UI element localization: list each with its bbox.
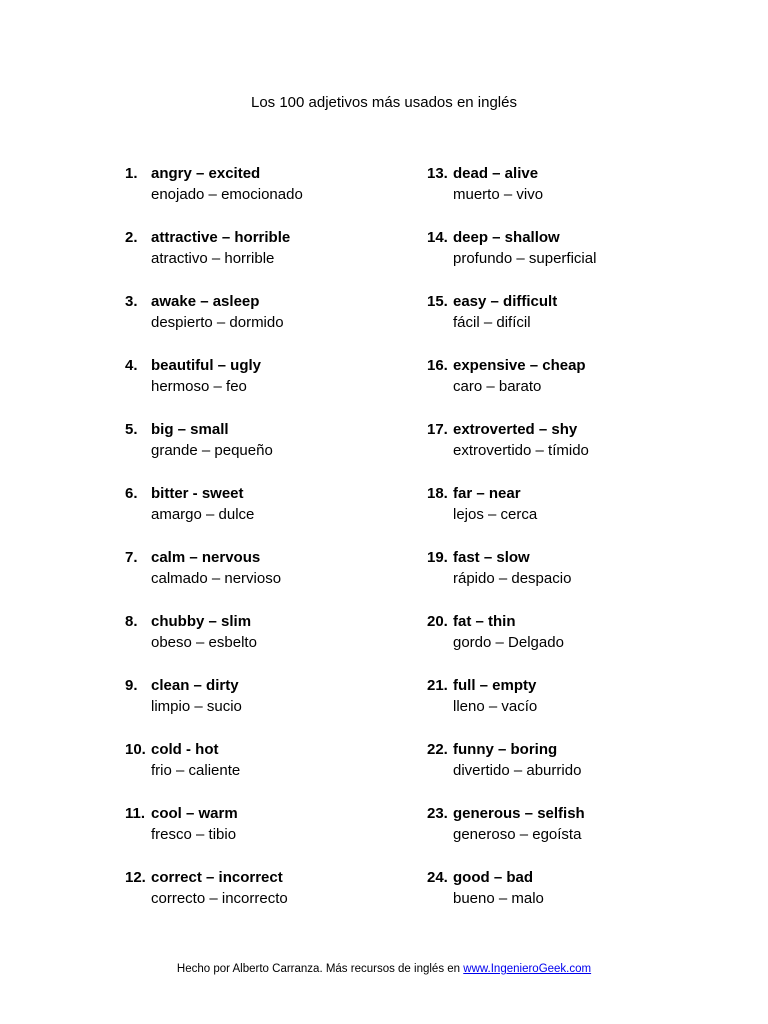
english-pair: generous – selfish — [453, 805, 585, 822]
item-number: 22. — [427, 741, 448, 758]
spanish-pair: lleno – vacío — [453, 698, 538, 715]
list-item — [125, 355, 445, 419]
item-number: 14. — [427, 229, 448, 246]
footer — [0, 961, 768, 977]
spanish-pair: caro – barato — [453, 378, 542, 395]
spanish-pair: extrovertido – tímido — [453, 442, 589, 459]
item-number: 13. — [427, 165, 448, 182]
item-number: 24. — [427, 869, 448, 886]
list-item — [125, 803, 445, 867]
english-pair: angry – excited — [151, 165, 261, 182]
list-item — [427, 803, 747, 867]
spanish-pair: enojado – emocionado — [151, 186, 303, 203]
right-column — [427, 163, 747, 931]
list-item — [427, 547, 747, 611]
english-pair: big – small — [151, 421, 229, 438]
spanish-pair: lejos – cerca — [453, 506, 538, 523]
list-item — [427, 483, 747, 547]
spanish-pair: limpio – sucio — [151, 698, 242, 715]
item-number: 7. — [125, 549, 138, 566]
item-number: 9. — [125, 677, 138, 694]
item-number: 8. — [125, 613, 138, 630]
english-pair: dead – alive — [453, 165, 539, 182]
item-number: 18. — [427, 485, 448, 502]
spanish-pair: frio – caliente — [151, 762, 241, 779]
list-item — [125, 419, 445, 483]
spanish-pair: fresco – tibio — [151, 826, 237, 843]
list-item — [427, 675, 747, 739]
english-pair: calm – nervous — [151, 549, 261, 566]
english-pair: easy – difficult — [453, 293, 558, 310]
list-item — [427, 163, 747, 227]
list-item — [427, 355, 747, 419]
list-item — [125, 163, 445, 227]
spanish-pair: rápido – despacio — [453, 570, 572, 587]
spanish-pair: generoso – egoísta — [453, 826, 582, 843]
item-number: 5. — [125, 421, 138, 438]
item-number: 3. — [125, 293, 138, 310]
list-item — [427, 739, 747, 803]
list-item — [125, 227, 445, 291]
list-item — [427, 227, 747, 291]
english-pair: full – empty — [453, 677, 537, 694]
spanish-pair: muerto – vivo — [453, 186, 544, 203]
english-pair: funny – boring — [453, 741, 558, 758]
spanish-pair: correcto – incorrecto — [151, 890, 288, 907]
item-number: 12. — [125, 869, 146, 886]
english-pair: cool – warm — [151, 805, 238, 822]
english-pair: extroverted – shy — [453, 421, 578, 438]
spanish-pair: fácil – difícil — [453, 314, 531, 331]
spanish-pair: calmado – nervioso — [151, 570, 282, 587]
item-number: 10. — [125, 741, 146, 758]
spanish-pair: profundo – superficial — [453, 250, 597, 267]
spanish-pair: amargo – dulce — [151, 506, 255, 523]
english-pair: awake – asleep — [151, 293, 260, 310]
item-number: 20. — [427, 613, 448, 630]
english-pair: beautiful – ugly — [151, 357, 262, 374]
item-number: 11. — [125, 805, 146, 822]
page-title: Los 100 adjetivos más usados en inglés — [250, 94, 517, 111]
item-number: 4. — [125, 357, 138, 374]
english-pair: chubby – slim — [151, 613, 252, 630]
english-pair: fast – slow — [453, 549, 530, 566]
list-item — [125, 867, 445, 931]
list-item — [125, 291, 445, 355]
english-pair: good – bad — [453, 869, 533, 886]
item-number: 2. — [125, 229, 138, 246]
english-pair: clean – dirty — [151, 677, 239, 694]
spanish-pair: atractivo – horrible — [151, 250, 275, 267]
english-pair: fat – thin — [453, 613, 516, 630]
list-item — [125, 675, 445, 739]
spanish-pair: hermoso – feo — [151, 378, 247, 395]
english-pair: correct – incorrect — [151, 869, 283, 886]
item-number: 19. — [427, 549, 448, 566]
list-item — [427, 867, 747, 931]
english-pair: deep – shallow — [453, 229, 560, 246]
list-item — [125, 547, 445, 611]
spanish-pair: obeso – esbelto — [151, 634, 257, 651]
spanish-pair: grande – pequeño — [151, 442, 273, 459]
item-number: 15. — [427, 293, 448, 310]
spanish-pair: gordo – Delgado — [453, 634, 564, 651]
item-number: 1. — [125, 165, 138, 182]
item-number: 6. — [125, 485, 138, 502]
left-column — [125, 163, 445, 931]
list-item — [427, 611, 747, 675]
list-item — [125, 739, 445, 803]
list-item — [427, 291, 747, 355]
item-number: 21. — [427, 677, 448, 694]
english-pair: cold - hot — [151, 741, 219, 758]
spanish-pair: divertido – aburrido — [453, 762, 582, 779]
item-number: 23. — [427, 805, 448, 822]
spanish-pair: despierto – dormido — [151, 314, 284, 331]
list-item — [125, 611, 445, 675]
list-item — [125, 483, 445, 547]
english-pair: bitter - sweet — [151, 485, 244, 502]
item-number: 17. — [427, 421, 448, 438]
spanish-pair: bueno – malo — [453, 890, 544, 907]
website-link[interactable]: www.IngenieroGeek.com — [463, 963, 592, 975]
list-item — [427, 419, 747, 483]
english-pair: far – near — [453, 485, 521, 502]
footer-credit-text: Hecho por Alberto Carranza. Más recursos de inglés en — [176, 963, 464, 975]
item-number: 16. — [427, 357, 448, 374]
english-pair: expensive – cheap — [453, 357, 586, 374]
english-pair: attractive – horrible — [151, 229, 291, 246]
